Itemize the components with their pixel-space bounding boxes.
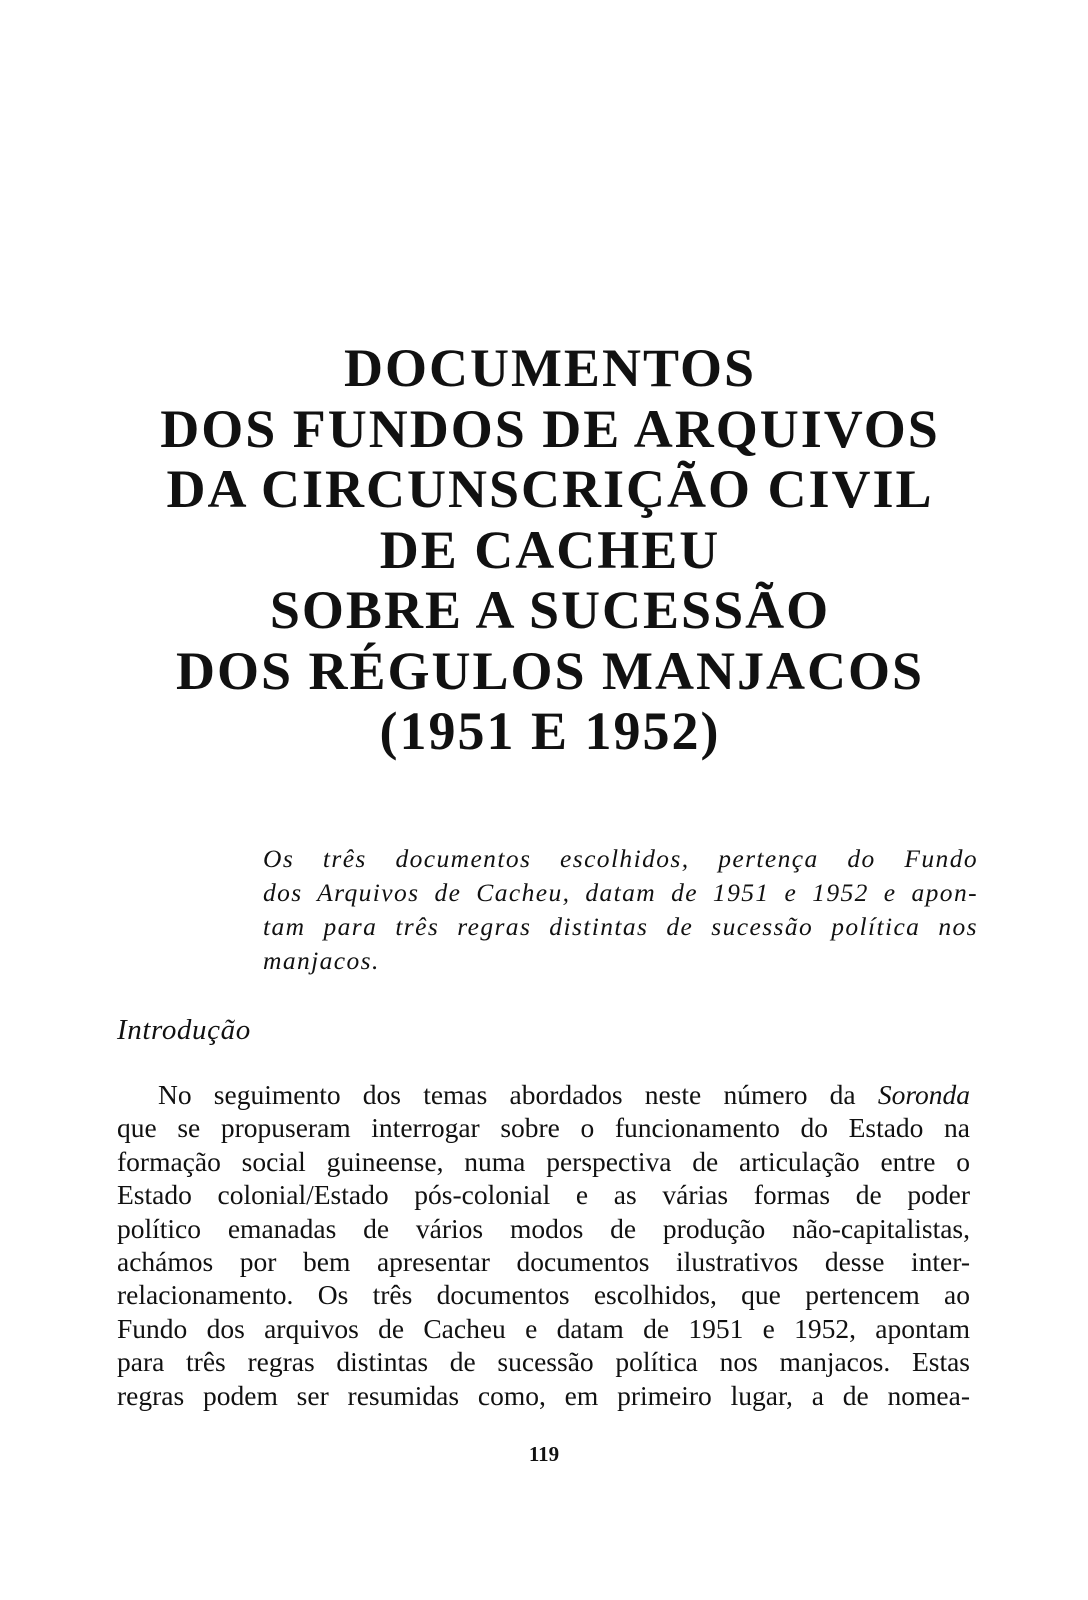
title-line: DA CIRCUNSCRIÇÃO CIVIL	[166, 459, 934, 519]
body-line	[117, 1078, 970, 1111]
body-line: político emanadas de vários modos de produção não-capitalistas,	[117, 1212, 970, 1244]
title-line: DOCUMENTOS	[343, 338, 757, 398]
body-line: achámos por bem apresentar documentos ilustrativos desse inter-	[117, 1246, 970, 1278]
body-line: Estado colonial/Estado pós-colonial e as várias formas de poder	[117, 1179, 970, 1211]
body-line: relacionamento. Os três documentos escolhidos, que pertencem ao	[117, 1279, 970, 1311]
body-line: que se propuseram interrogar sobre o funcionamento do Estado na	[117, 1112, 970, 1144]
title-line: SOBRE A SUCESSÃO	[269, 580, 831, 640]
section-heading: Introdução	[117, 1014, 251, 1046]
abstract-line: dos Arquivos de Cacheu, datam de 1951 e 1952 e apon-	[263, 878, 978, 907]
title-line: DOS RÉGULOS MANJACOS	[175, 640, 925, 701]
body-line: formação social guineense, numa perspectiva de articulação entre o	[117, 1145, 970, 1177]
body-line-text: No seguimento dos temas abordados neste número da	[158, 1079, 878, 1110]
abstract	[263, 842, 978, 978]
abstract-line: Os três documentos escolhidos, pertença do Fundo	[263, 844, 978, 873]
body-line: para três regras distintas de sucessão política nos manjacos. Estas	[117, 1346, 970, 1378]
abstract-line: manjacos.	[263, 946, 380, 975]
body-line: regras podem ser resumidas como, em primeiro lugar, a de nomea-	[117, 1379, 970, 1411]
abstract-line: tam para três regras distintas de sucessão política nos	[263, 912, 978, 941]
title-line: DOS FUNDOS DE ARQUIVOS	[160, 398, 940, 459]
document-title	[100, 338, 1000, 762]
journal-name: Soronda	[877, 1079, 970, 1110]
body-line: Fundo dos arquivos de Cacheu e datam de 1951 e 1952, apontam	[117, 1312, 970, 1344]
body-paragraph	[117, 1078, 970, 1412]
page-number: 119	[528, 1442, 560, 1466]
title-line: (1951 E 1952)	[379, 701, 721, 761]
title-line: DE CACHEU	[379, 519, 721, 580]
